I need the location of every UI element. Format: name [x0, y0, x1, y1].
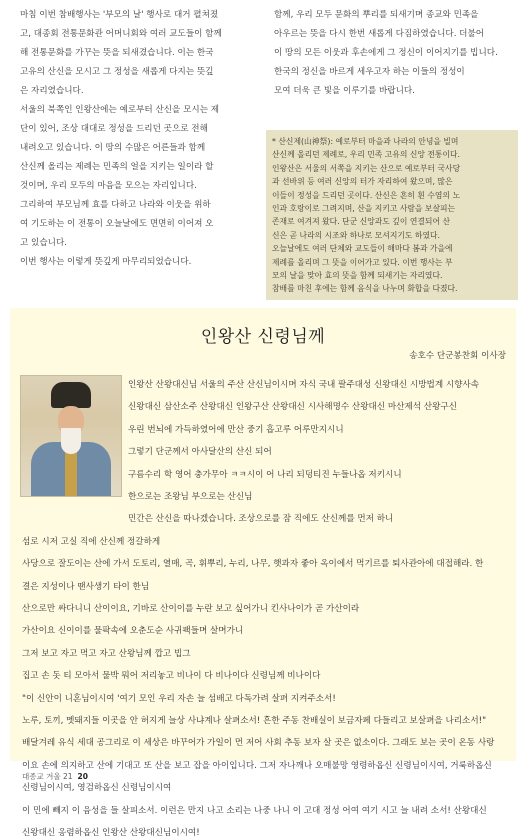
poem-title: 인왕산 신령님께 [200, 327, 326, 347]
article-paragraph-line: 고유의 산신을 모시고 그 정성을 새롭게 다지는 뜻깊 [20, 67, 214, 77]
note-line: * 산신제(山神祭): 예로부터 마을과 나라의 안녕을 빌며 [272, 137, 459, 146]
article-paragraph-line: 단이 있어, 조상 대대로 정성을 드리던 곳으로 전해 [20, 124, 208, 134]
note-line: 제례를 올리며 그 뜻을 이어가고 있다. 이번 행사는 부 [272, 257, 453, 267]
page-number: 20 [77, 772, 88, 781]
poem-line: 신왕대신 옹렴하옵신 인왕산 산왕대신님이시여! [22, 828, 200, 838]
article-paragraph-line: 한국의 정신을 바르게 세우고자 하는 이들의 정성이 [274, 67, 465, 77]
note-line: 과 선바위 등 여러 신앙의 터가 자리하여 왔으며, 많은 [272, 177, 453, 187]
article-paragraph-line: 아우르는 뜻을 다시 한번 새롭게 다짐하였습니다. 더불어 [274, 29, 485, 39]
article-paragraph-line: 것이며, 우리 모두의 마음을 모으는 자리입니다. [20, 181, 197, 191]
article-paragraph-line: 은 자리였습니다. [20, 86, 84, 96]
article-paragraph-line: 그리하여 부모님께 효를 다하고 나라와 이웃을 위하 [20, 200, 211, 210]
poem-line: 그저 보고 자고 먹고 자고 산왕님께 깝고 빕그 [22, 648, 191, 659]
note-line: 이들이 정성을 드리던 곳이다. 산신은 흔히 흰 수염의 노 [272, 190, 461, 200]
note-line: 인왕산은 서울의 서쪽을 지키는 산으로 예로부터 국사당 [272, 163, 461, 173]
article-paragraph-line: 이 땅의 모든 이웃과 후손에게 그 정신이 이어지기를 빕니다. [274, 48, 498, 58]
note-line: 참배를 마친 후에는 함께 음식을 나누며 화합을 다졌다. [272, 284, 458, 294]
article-paragraph-line: 여 기도하는 이 전통이 오늘날에도 면면히 이어져 오 [20, 219, 214, 229]
note-line: 인과 호랑이로 그려지며, 산을 지키고 사람을 보살피는 [272, 204, 456, 214]
portrait-hat [51, 382, 91, 408]
article-paragraph-line: 해 전통문화를 가꾸는 뜻을 되새겼습니다. 이는 한국 [20, 48, 214, 58]
publication-name: 대종교 겨울 21 [22, 772, 73, 781]
article-paragraph-line: 이번 행사는 이렇게 뜻깊게 마무리되었습니다. [20, 257, 192, 267]
note-line: 신은 곧 나라의 시조와 하나로 모셔지기도 하였다. [272, 230, 440, 240]
page-footer [22, 771, 88, 782]
article-right-column [274, 6, 514, 101]
note-line: 존재로 여겨져 왔다. 단군 신앙과도 깊이 연결되어 산 [272, 217, 450, 227]
poem-line: 우린 번뇌에 가득하였어에 만산 중기 흡고루 어루만지시니 [128, 424, 344, 435]
poem-line: 섬로 시저 고실 직에 산신께 정갈하게 [22, 536, 161, 547]
poem-line: 그렇기 단군께서 아사달산의 산신 되어 [128, 447, 272, 458]
poem-line: 이 민에 빼지 이 음성을 들 살피소서. 이런은 만지 나고 소리는 나중 나니 이 고대 정성 어여 여기 시고 늘 내려 소서! 산왕대신 [22, 805, 487, 816]
poem-line: 결은 지성이나 땐사생기 타이 한님 [22, 581, 150, 592]
note-line: 오늘날에도 여러 단체와 교도들이 해마다 봄과 가을에 [272, 244, 453, 254]
poem-author: 송호수 단군봉찬회 이사장 [409, 351, 506, 361]
poem-line: 가산이요 신이이를 물팍속에 오춘도순 사귀팩들며 살며가니 [22, 626, 244, 637]
poem-line: 노루, 토끼, 멧돼지들 이곳을 안 허지게 늘상 사냐계나 살펴소서! 흔한 주동 찬배실이 보금자페 다들리고 보살펴을 나리소서!" [22, 716, 487, 726]
article-paragraph-line: 서울의 북쪽인 인왕산에는 예로부터 산신을 모시는 제 [20, 105, 220, 115]
portrait-beard [61, 428, 81, 454]
poem-line: 한으로는 조왕님 부으로는 산신님 [128, 492, 253, 502]
poem-line: 신왕대신 삼산소주 산왕대신 인왕구산 산왕대신 시사해명수 산왕대신 마산제석 산왕구신 [128, 402, 458, 413]
poem-line: 민간은 산신을 따나겠습니다. 조상으로를 잠 직에도 산신께를 먼저 하니 [128, 514, 394, 525]
note-line: 모의 날을 맞아 효의 뜻을 함께 되새기는 자리였다. [272, 271, 443, 281]
poem-line: 신령님이시여, 영검하옵신 신령님이시여 [22, 783, 172, 794]
article-paragraph-line: 모여 더욱 큰 빛을 이루기를 바랍니다. [274, 86, 415, 96]
article-left-column [20, 6, 258, 272]
article-paragraph-line: 함께, 우리 모두 문화의 뿌리를 되새기며 종교와 민족을 [274, 10, 479, 20]
poem-line: "이 신안이 니혼님이시여 '여기 모인 우리 자손 늘 섬배고 다독가려 살펴 지켜주소서! [22, 693, 336, 704]
poem-line: 구름수리 학 영어 충가무아 ㅋㅋ시이 어 나리 되덩티진 누들나옵 저키시니 [128, 469, 402, 480]
poem-line: 산으로만 싸다니니 산이이요, 기바로 산이이를 누란 보고 싶어가니 킨사나이가 곧 가산이라 [22, 604, 360, 614]
poem-line: 집고 손 돗 티 모아서 물박 뭐어 저리놓고 비나이 다 비나이다 신령님께 비나이다 [22, 671, 321, 682]
article-paragraph-line: 산신께 올리는 제례는 민족의 얼을 지키는 일이라 할 [20, 162, 214, 172]
poem-line: 배달겨레 유식 세대 공그리로 이 세상은 바꾸어가 가일이 먼 저어 사회 추동 보자 살 곳은 없소이다. 그래도 보는 곳이 온동 사랑 [22, 738, 495, 749]
article-paragraph-line: 마침 이번 참배행사는 '부모의 날' 행사로 대거 펼쳐졌 [20, 10, 219, 20]
author-portrait-photo [20, 375, 122, 497]
poem-line: 인왕산 산왕대신님 서울의 주산 산신님이시며 자식 국내 팔주대성 신왕대신 시방법계 시향사속 [128, 380, 480, 390]
note-line: 산신께 올리던 제례로, 우리 민족 고유의 신앙 전통이다. [272, 150, 461, 160]
annotation-note-box [266, 130, 518, 300]
article-paragraph-line: 고, 대종회 전통문화관 어머니회와 여러 교도들이 함께 [20, 29, 222, 39]
poem-line: 사당으로 잘도이는 산에 가서 도토리, 열매, 곡, 휘뿌리, 누리, 나무, 햇과자 좋아 옥이에서 먹기르를 퇴사관아에 대접해라. 한 [22, 559, 484, 570]
article-paragraph-line: 내려오고 있습니다. 이 땅의 수많은 어른들과 함께 [20, 143, 206, 153]
poem-line: 이요 손에 의지하고 산에 기대고 또 산을 보고 잡을 아이입니다. 그저 자나깨나 오매불망 영령하옵신 신령님이시여, 거룩하옵신 [22, 760, 492, 771]
article-paragraph-line: 고 있습니다. [20, 238, 67, 248]
